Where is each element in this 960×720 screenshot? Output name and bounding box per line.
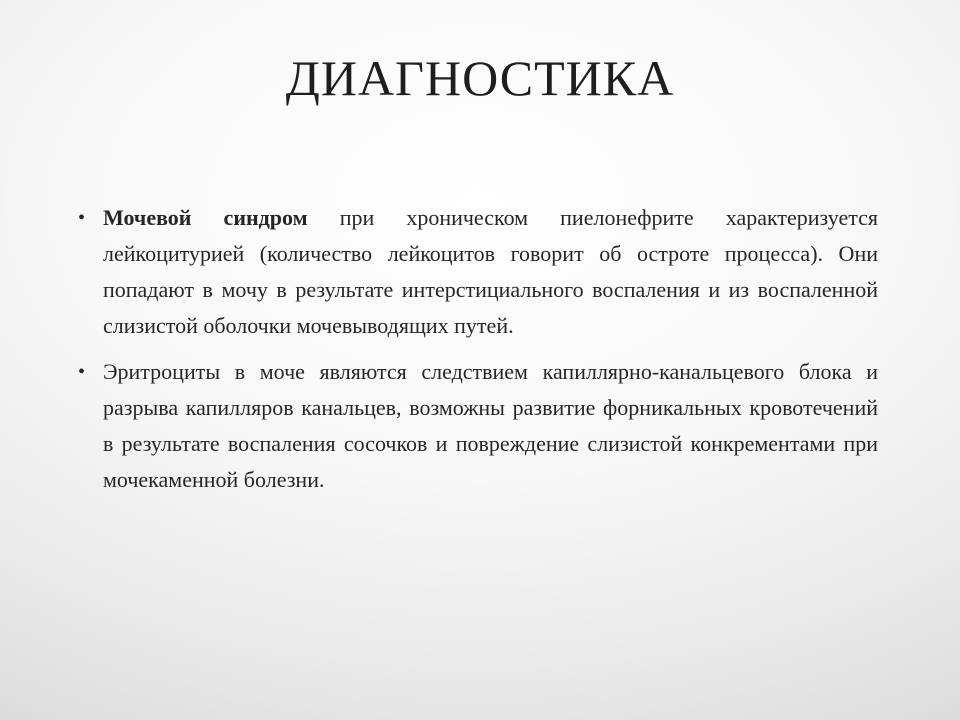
bullet-text bbox=[103, 354, 878, 498]
bullet-text bbox=[103, 200, 878, 344]
bullet-marker: • bbox=[78, 361, 86, 383]
bullet-body-text: при хроническом пиелонефрите характеризуется лейкоцитурией (количество лейкоцитов говорит об остроте процесса). Они попадают в мочу в результате интерстициального воспаления и из воспаленной слизистой оболочки мочевыводящих путей. bbox=[103, 205, 878, 338]
bullet-body-text: Эритроциты в моче являются следствием капиллярно-канальцевого блока и разрыва капилляров канальцев, возможны развитие форникальных кровотечений в результате воспаления сосочков и повреждение слизистой конкрементами при мочекаменной болезни. bbox=[103, 359, 878, 492]
bullet-lead-text: Мочевой синдром bbox=[103, 205, 308, 230]
slide-title: ДИАГНОСТИКА bbox=[285, 50, 675, 106]
bullet-marker: • bbox=[78, 207, 86, 229]
bullet-item-erythrocytes bbox=[78, 354, 878, 498]
bullet-item-urinary-syndrome bbox=[78, 200, 878, 344]
slide-content bbox=[78, 200, 878, 508]
